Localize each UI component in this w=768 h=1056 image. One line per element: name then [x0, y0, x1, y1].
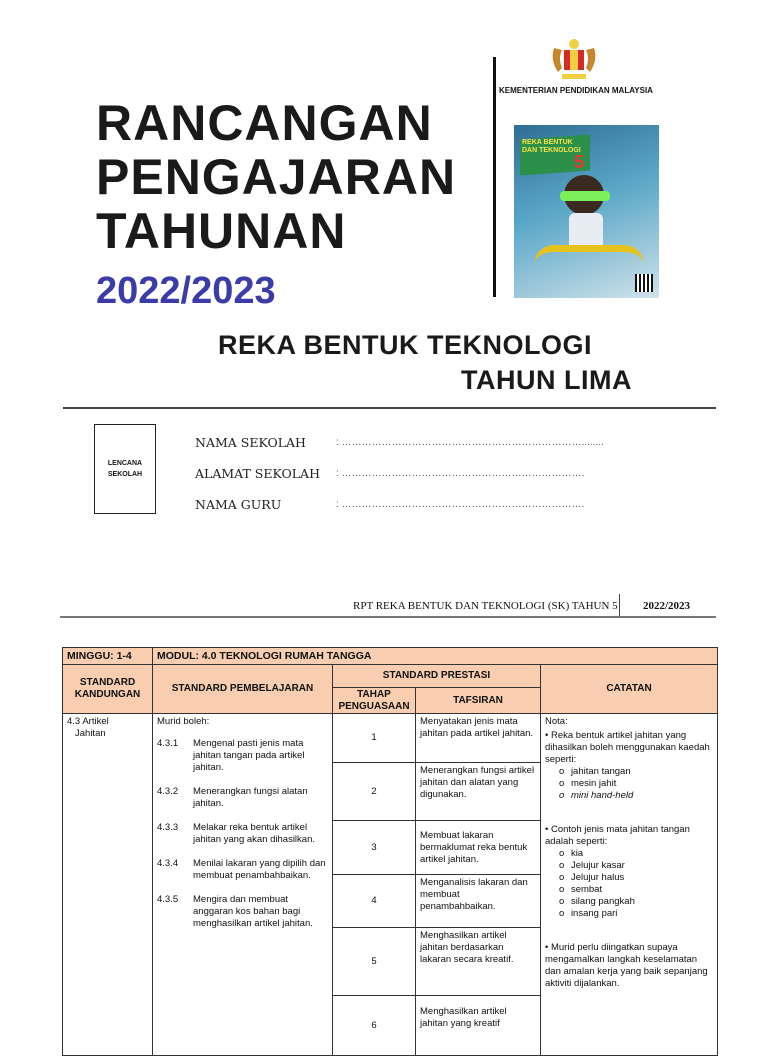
- method-list: [545, 766, 713, 802]
- sp-text: Mengenal pasti jenis mata jahitan tangan pada artikel jahitan.: [193, 738, 305, 773]
- cover-character-goggles: [560, 191, 610, 201]
- school-badge-placeholder: LENCANA SEKOLAH: [94, 424, 156, 514]
- stitch-list: [545, 848, 713, 920]
- list-item: o jahitan tangan: [559, 766, 713, 778]
- header-standard-prestasi: STANDARD PRESTASI: [333, 665, 541, 688]
- title-line: TAHUNAN: [96, 203, 347, 259]
- sp-item: [157, 858, 328, 882]
- tafsiran-cell: Menyatakan jenis mata jahitan pada artikel jahitan.: [416, 714, 541, 763]
- list-item: o kia: [559, 848, 713, 860]
- cover-robot-arm: [534, 245, 644, 275]
- tafsiran-cell: Menerangkan fungsi artikel jahitan dan alatan yang digunakan.: [416, 763, 541, 821]
- list-item: [559, 790, 713, 802]
- divider: [619, 594, 620, 616]
- title-line: RANCANGAN: [96, 95, 433, 151]
- sp-text: Menilai lakaran yang dipilih dan membuat penambahbaikan.: [193, 858, 326, 881]
- tahap-cell: 1: [333, 714, 416, 763]
- school-name-label: NAMA SEKOLAH: [195, 435, 306, 450]
- tafsiran-cell: Menghasilkan artikel jahitan yang kreatif: [416, 996, 541, 1056]
- sp-item: [157, 822, 328, 846]
- title-line: PENGAJARAN: [96, 149, 457, 205]
- header-standard-kandungan: STANDARD KANDUNGAN: [63, 665, 153, 714]
- week-label: MINGGU: 1-4: [63, 648, 153, 665]
- page-header-year: 2022/2023: [643, 600, 691, 612]
- rpt-table: [62, 647, 718, 1056]
- tahap-cell: 2: [333, 763, 416, 821]
- tafsiran-cell: Membuat lakaran bermaklumat reka bentuk artikel jahitan.: [416, 821, 541, 875]
- document-title: [96, 96, 456, 258]
- school-name-field[interactable]: : ………………………………………………………………........: [336, 437, 604, 448]
- note-bullet: • Murid perlu diingatkan supaya mengamalkan langkah keselamatan dan amalan kerja yang baik sepanjang aktiviti dijalankan.: [545, 942, 713, 990]
- list-item: o silang pangkah: [559, 896, 713, 908]
- qr-code-icon: [635, 274, 653, 292]
- subject-title: REKA BENTUK TEKNOLOGI: [218, 330, 592, 360]
- note-bullet: • Reka bentuk artikel jahitan yang dihasilkan boleh menggunakan kaedah seperti:: [545, 730, 713, 766]
- header-standard-pembelajaran: STANDARD PEMBELAJARAN: [153, 665, 333, 714]
- sk-text: 4.3 Artikel Jahitan: [67, 716, 109, 739]
- sp-text: Mengira dan membuat anggaran kos bahan bagi menghasilkan artikel jahitan.: [193, 894, 313, 929]
- divider: [63, 407, 716, 409]
- book-grade: 5: [574, 152, 585, 172]
- list-item: o insang pari: [559, 908, 713, 920]
- document-year: 2022/2023: [96, 270, 276, 312]
- sp-number: 4.3.4: [157, 858, 179, 869]
- catatan-cell: [541, 714, 718, 1056]
- sp-item: [157, 738, 328, 774]
- list-item: o Jelujur halus: [559, 872, 713, 884]
- module-label: MODUL: 4.0 TEKNOLOGI RUMAH TANGGA: [153, 648, 718, 665]
- divider: [493, 57, 496, 297]
- tahap-cell: 4: [333, 875, 416, 928]
- note-bullet: • Contoh jenis mata jahitan tangan adalah seperti:: [545, 824, 713, 848]
- header-catatan: CATATAN: [541, 665, 718, 714]
- sp-number: 4.3.2: [157, 786, 179, 797]
- hand-held-text: hand-held: [591, 790, 634, 801]
- mini-text: mini: [570, 790, 589, 801]
- coat-of-arms-icon: [548, 38, 600, 82]
- tafsiran-cell: Menganalisis lakaran dan membuat penambahbaikan.: [416, 875, 541, 928]
- page-header-title: RPT REKA BENTUK DAN TEKNOLOGI (SK) TAHUN 5: [353, 600, 618, 612]
- sp-number: 4.3.5: [157, 894, 179, 905]
- sp-item: [157, 786, 328, 810]
- sp-text: Melakar reka bentuk artikel jahitan yang akan dihasilkan.: [193, 822, 316, 845]
- sp-item: [157, 894, 328, 930]
- textbook-cover-image: [514, 125, 659, 298]
- sp-text: Menerangkan fungsi alatan jahitan.: [193, 786, 308, 809]
- ministry-name: KEMENTERIAN PENDIDIKAN MALAYSIA: [499, 86, 653, 95]
- sp-number: 4.3.1: [157, 738, 179, 749]
- header-tahap: TAHAP PENGUASAAN: [333, 688, 416, 714]
- nota-label: Nota:: [545, 716, 568, 727]
- list-item: o mesin jahit: [559, 778, 713, 790]
- teacher-name-label: NAMA GURU: [195, 497, 282, 512]
- teacher-name-field[interactable]: : ……………………………………………………………….: [336, 499, 585, 510]
- tahap-cell: 5: [333, 928, 416, 996]
- sp-number: 4.3.3: [157, 822, 179, 833]
- standard-kandungan-cell: [63, 714, 153, 1056]
- standard-pembelajaran-cell: [153, 714, 333, 1056]
- divider: [60, 616, 716, 618]
- school-address-field[interactable]: : ……………………………………………………………….: [336, 468, 585, 479]
- tahap-cell: 6: [333, 996, 416, 1056]
- tafsiran-cell: Menghasilkan artikel jahitan berdasarkan lakaran secara kreatif.: [416, 928, 541, 996]
- school-address-label: ALAMAT SEKOLAH: [195, 466, 320, 481]
- header-tafsiran: TAFSIRAN: [416, 688, 541, 714]
- book-title: REKA BENTUK DAN TEKNOLOGI: [522, 139, 581, 154]
- list-item: o sembat: [559, 884, 713, 896]
- list-item: o Jelujur kasar: [559, 860, 713, 872]
- tahap-cell: 3: [333, 821, 416, 875]
- subject-grade: TAHUN LIMA: [461, 365, 632, 395]
- sp-intro: Murid boleh:: [157, 716, 210, 727]
